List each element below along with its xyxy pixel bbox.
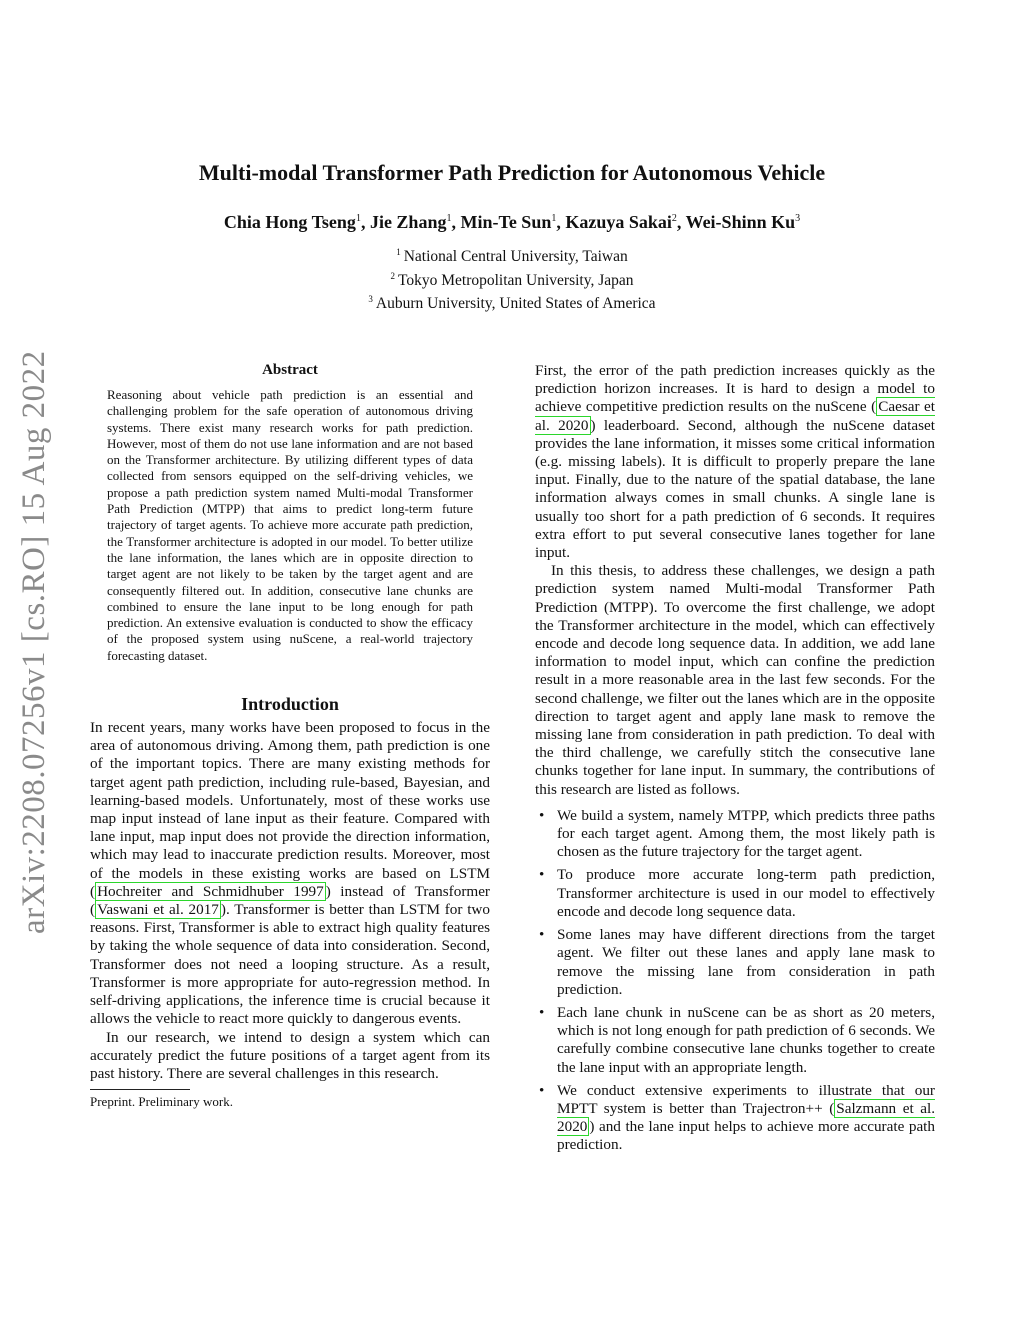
citation-link[interactable]: Caesar et al. 2020 [535,398,936,434]
body-paragraph [535,362,935,562]
affiliation-text: National Central University, Taiwan [403,248,628,266]
list-item [535,926,935,999]
author-name: Min-Te Sun [460,212,552,232]
list-item-text: To produce more accurate long-term path prediction, Transformer architecture is used in our model to effectively encode and decode long sequence data. [557,866,935,920]
list-item-text: Some lanes may have different directions from the target agent. We filter out these lanes and apply lane mask to remove the missing lane from consideration in path prediction. [557,926,935,998]
bullet-icon: • [539,806,545,824]
affiliation-mark: 1 [396,247,401,257]
citation-link[interactable]: Hochreiter and Schmidhuber 1997 [97,882,324,900]
citation-link[interactable]: Salzmann et al. 2020 [557,1099,935,1136]
introduction-paragraph [90,719,490,1028]
arxiv-identifier: arXiv:2208.07256v1 [cs.RO] 15 Aug 2022 [16,350,52,934]
list-item-text: Each lane chunk in nuScene can be as short as 20 meters, which is not long enough for path prediction of 6 seconds. We carefully combine consecutive lane chunks together to create the lane input with an appropriate length. [557,1003,935,1076]
paragraph-text: ). Transformer is better than LSTM for two reasons. First, Transformer is able to extract high quality features by taking the whole sequence of data into consideration. Second, Transformer does not need a looping structure. As a result, Transformer is more appropriate for auto-regression method. In self-driving applications, the inference time is crucial because it allows the vehicle to react more quickly to dangerous events. [90,901,490,1028]
author-affiliation-mark: 1 [551,213,557,224]
author-affiliation-mark: 1 [355,213,361,224]
bullet-icon: • [539,926,545,944]
left-column [90,362,490,1110]
list-item-text: We build a system, namely MTPP, which predicts three paths for each target agent. Among them, the most likely path is chosen as the future trajectory for the target agent. [557,806,935,861]
introduction-heading: Introduction [241,694,339,715]
footnote-divider [90,1089,190,1090]
bullet-icon: • [539,866,545,884]
affiliation [0,267,1024,291]
paper-title: Multi-modal Transformer Path Prediction for Autonomous Vehicle [198,160,826,185]
list-item-text: We conduct extensive experiments to illustrate that our MPTT system is better than Trajectron++ ( [557,1081,935,1117]
author-name: Chia Hong Tseng [223,212,356,232]
author-name: Wei-Shinn Ku [685,212,796,232]
paragraph-text: ) instead of Transformer ( [90,882,490,919]
citation-link[interactable]: Vaswani et al. 2017 [97,901,219,919]
paragraph-text: First, the error of the path prediction increases quickly as the prediction horizon increases. It is hard to design a model to achieve competitive prediction results on the nuScene ( [535,362,935,416]
bullet-icon: • [539,1003,545,1021]
abstract-text: Reasoning about vehicle path prediction is an essential and challenging problem for the safe operation of autonomous driving systems. There exist many research works for path prediction. However, most of them do not use lane information and are not based on the Transformer architecture. By utilizing different types of data collected from sensors equipped on the self-driving vehicles, we propose a path prediction system named Multi-modal Transformer Path Prediction (MTPP) that aims to predict long-term future trajectory of target agents. To achieve more accurate path prediction, the Transformer architecture is adopted in our model. To better utilize the lane information, the lanes which are in opposite direction to target agent are not likely to be taken by the target agent and are consequently filtered out. In addition, consecutive lane chunks are combined to ensure the lane input to be long enough for path prediction. An extensive evaluation is conducted to show the efficacy of the proposed system using nuScene, a real-world trajectory forecasting dataset. [107,387,473,663]
affiliation-mark: 2 [390,270,395,281]
affiliation [0,290,1024,314]
body-paragraph: In this thesis, to address these challenges, we design a path prediction system named Multi-modal Transformer Path Prediction (MTPP). To overcome the first challenge, we adopt the Transformer architecture in the model, which can effectively encode and decode long sequence data. In addition, we add lane information to model input, which can confine the prediction result in a more reasonable area in the last few seconds. For the second challenge, we filter out the lanes which are in the opposite direction to target agent and apply lane mask to remove the missing lane from consideration in path prediction. To deal with the third challenge, we carefully stitch the consecutive lane chunks together for lane input. In summary, the contributions of this research are listed as follows. [535,562,935,798]
paragraph-text: In recent years, many works have been proposed to focus in the area of autonomous driving. Among them, path prediction is one of the important topics. There are many existing methods for target agent path prediction, including rule-based, Bayesian, and learning-based models. Unfortunately, most of these works use map input instead of lane input as their feature. Compared with lane input, map input does not provide the direction information, which may lead to inaccurate prediction results. Moreover, most of the models in these existing works are based on LSTM ( [90,719,490,900]
contribution-list [535,807,935,1155]
paragraph-text: ) leaderboard. Second, although the nuScene dataset provides the lane information, it misses some critical information (e.g. missing labels). It is difficult to properly prepare the lane input. Finally, due to the nature of the spatial database, the lane information always comes in small chunks. A single lane is usually too short for a path prediction of 6 seconds. It requires extra effort to put several consecutive lanes together for lane input. [535,416,935,562]
author-affiliation-mark: 1 [446,213,452,224]
affiliation-text: Tokyo Metropolitan University, Japan [397,271,634,289]
affiliation-list [0,243,1024,314]
author-list: Chia Hong Tseng$^1$, Jie Zhang$^1$, Min-Te Sun$^1$, Kazuya Sakai$^2$, Wei-Shinn Ku$^3$ [223,212,801,232]
bullet-icon: • [539,1081,545,1099]
author-name: Kazuya Sakai [565,212,672,232]
list-item [535,1004,935,1077]
list-item [535,807,935,862]
introduction-paragraph: In our research, we intend to design a system which can accurately predict the future positions of a target agent from its past history. There are several challenges in this research. [90,1028,490,1082]
author-name: Jie Zhang [369,212,447,232]
list-item [535,1082,935,1155]
list-item-text: ) and the lane input helps to achieve more accurate path prediction. [557,1118,935,1154]
list-item [535,866,935,921]
affiliation-mark: 3 [368,294,373,305]
author-affiliation-mark: 3 [795,213,801,224]
right-column [535,362,935,1160]
author-affiliation-mark: 2 [671,213,677,224]
affiliation-text: Auburn University, United States of America [375,295,656,313]
affiliation [0,243,1024,267]
abstract-heading: Abstract [262,362,318,378]
footnote: Preprint. Preliminary work. [90,1094,233,1110]
